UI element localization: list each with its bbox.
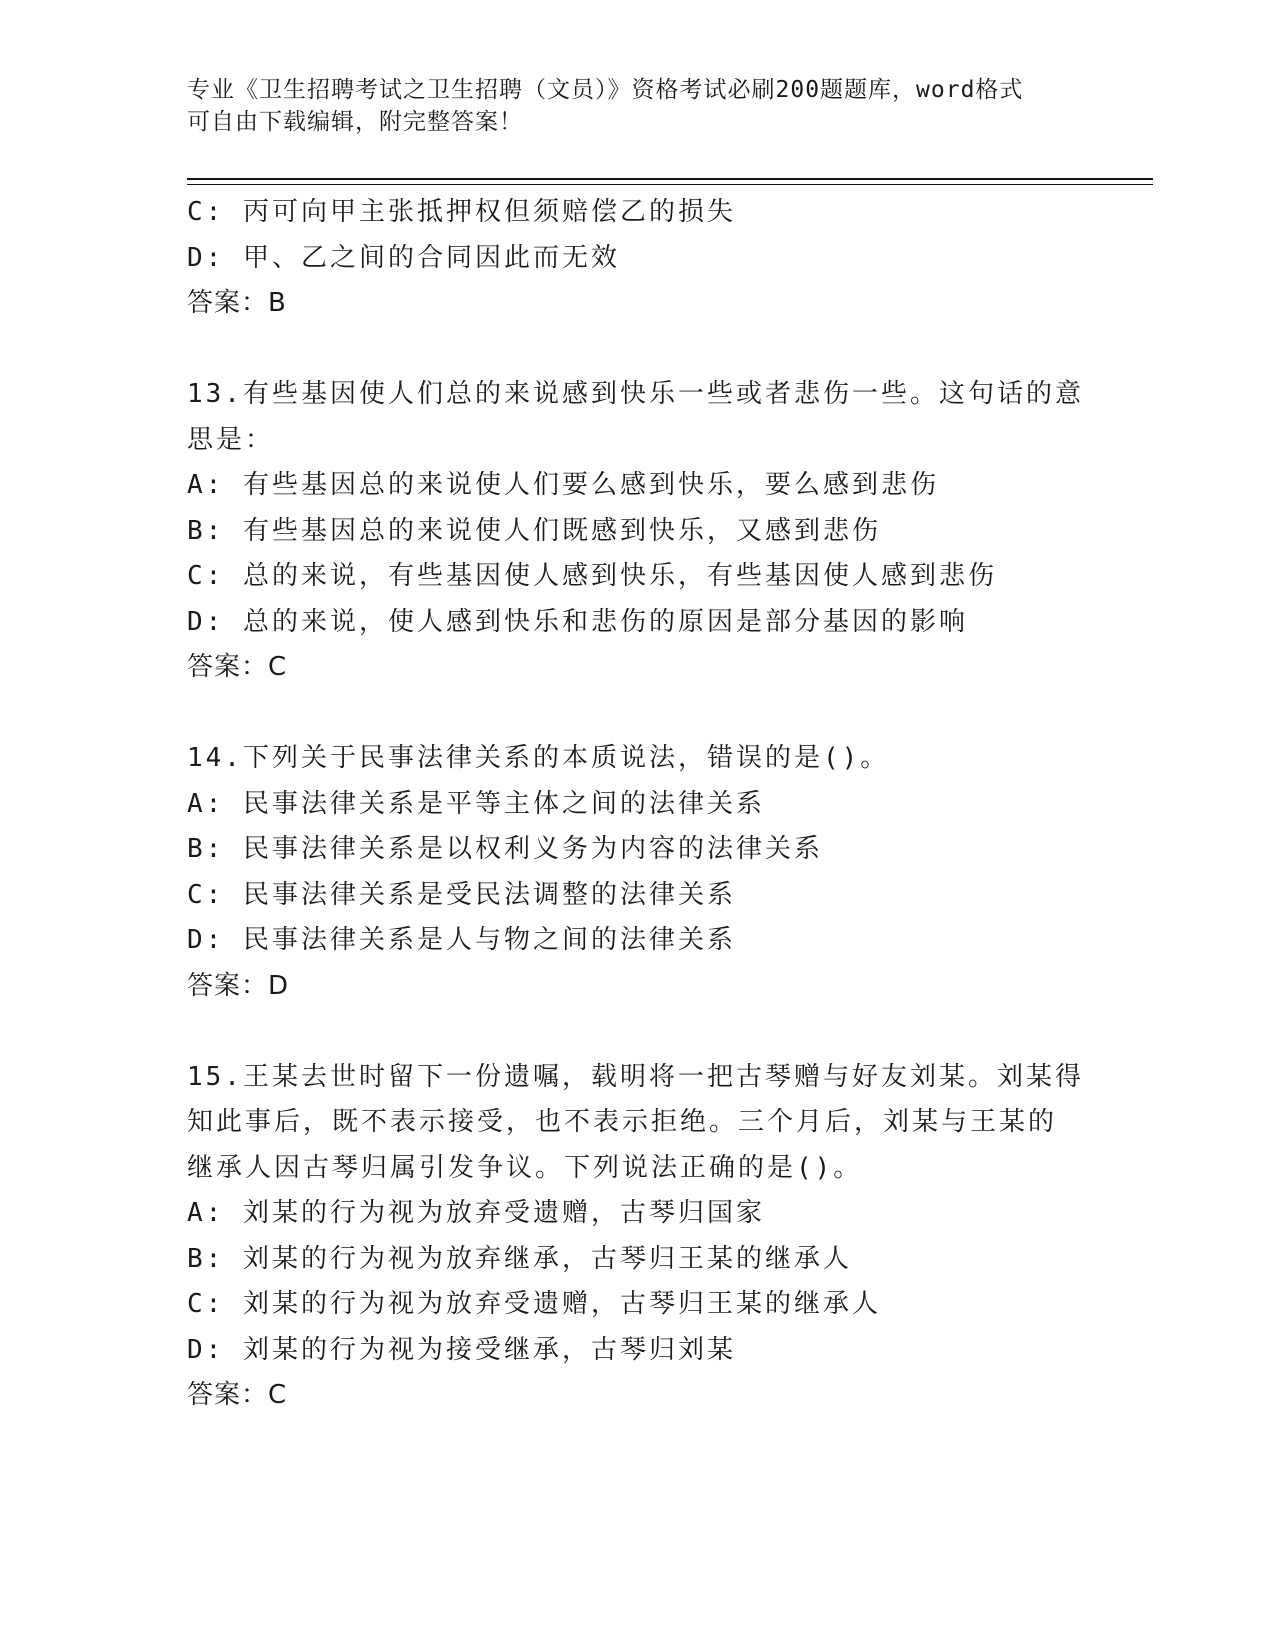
header-divider-thick <box>187 178 1153 180</box>
option-a: A: 刘某的行为视为放弃受遗赠，古琴归国家 <box>187 1198 765 1228</box>
option-b: B: 民事法律关系是以权利义务为内容的法律关系 <box>187 834 823 864</box>
option-d: D: 刘某的行为视为接受继承，古琴归刘某 <box>187 1334 736 1365</box>
question-list <box>187 190 1087 1419</box>
option-d: D: 甲、乙之间的合同因此而无效 <box>187 242 620 273</box>
option-c: C: 总的来说，有些基因使人感到快乐，有些基因使人感到悲伤 <box>187 561 997 591</box>
question-stem-line: 继承人因古琴归属引发争议。下列说法正确的是()。 <box>187 1152 863 1183</box>
option-c: C: 丙可向甲主张抵押权但须赔偿乙的损失 <box>187 197 736 227</box>
answer-line: 答案：C <box>187 1380 288 1410</box>
option-a: A: 有些基因总的来说使人们要么感到快乐，要么感到悲伤 <box>187 470 939 500</box>
page-header <box>187 74 1067 138</box>
question-stem-line: 13.有些基因使人们总的来说感到快乐一些或者悲伤一些。这句话的意 <box>187 379 1084 409</box>
answer-line: 答案：D <box>187 970 290 1001</box>
question-stem-line: 知此事后，既不表示接受，也不表示拒绝。三个月后，刘某与王某的 <box>187 1107 1058 1137</box>
question-14 <box>187 736 1087 1009</box>
header-divider-thin <box>187 184 1153 185</box>
answer-line: 答案：B <box>187 288 287 318</box>
question-stem-line: 15.王某去世时留下一份遗嘱，载明将一把古琴赠与好友刘某。刘某得 <box>187 1061 1084 1092</box>
spacer <box>187 1009 1087 1055</box>
question-stem-line: 思是： <box>187 424 275 455</box>
option-b: B: 有些基因总的来说使人们既感到快乐，又感到悲伤 <box>187 515 881 546</box>
option-d: D: 民事法律关系是人与物之间的法律关系 <box>187 925 736 955</box>
spacer <box>187 327 1087 373</box>
question-12-continued <box>187 190 1087 327</box>
question-stem-line: 14.下列关于民事法律关系的本质说法，错误的是()。 <box>187 743 890 773</box>
question-13 <box>187 372 1087 691</box>
answer-line: 答案：C <box>187 652 288 682</box>
header-title-line-1: 专业《卫生招聘考试之卫生招聘（文员）》资格考试必刷200题题库，word格式 <box>187 77 1024 103</box>
question-15 <box>187 1055 1087 1419</box>
header-title-line-2: 可自由下载编辑，附完整答案！ <box>187 109 523 135</box>
option-b: B: 刘某的行为视为放弃继承，古琴归王某的继承人 <box>187 1243 852 1274</box>
option-c: C: 民事法律关系是受民法调整的法律关系 <box>187 879 736 910</box>
spacer <box>187 691 1087 737</box>
option-c: C: 刘某的行为视为放弃受遗赠，古琴归王某的继承人 <box>187 1289 881 1319</box>
option-d: D: 总的来说，使人感到快乐和悲伤的原因是部分基因的影响 <box>187 606 968 637</box>
option-a: A: 民事法律关系是平等主体之间的法律关系 <box>187 788 765 819</box>
